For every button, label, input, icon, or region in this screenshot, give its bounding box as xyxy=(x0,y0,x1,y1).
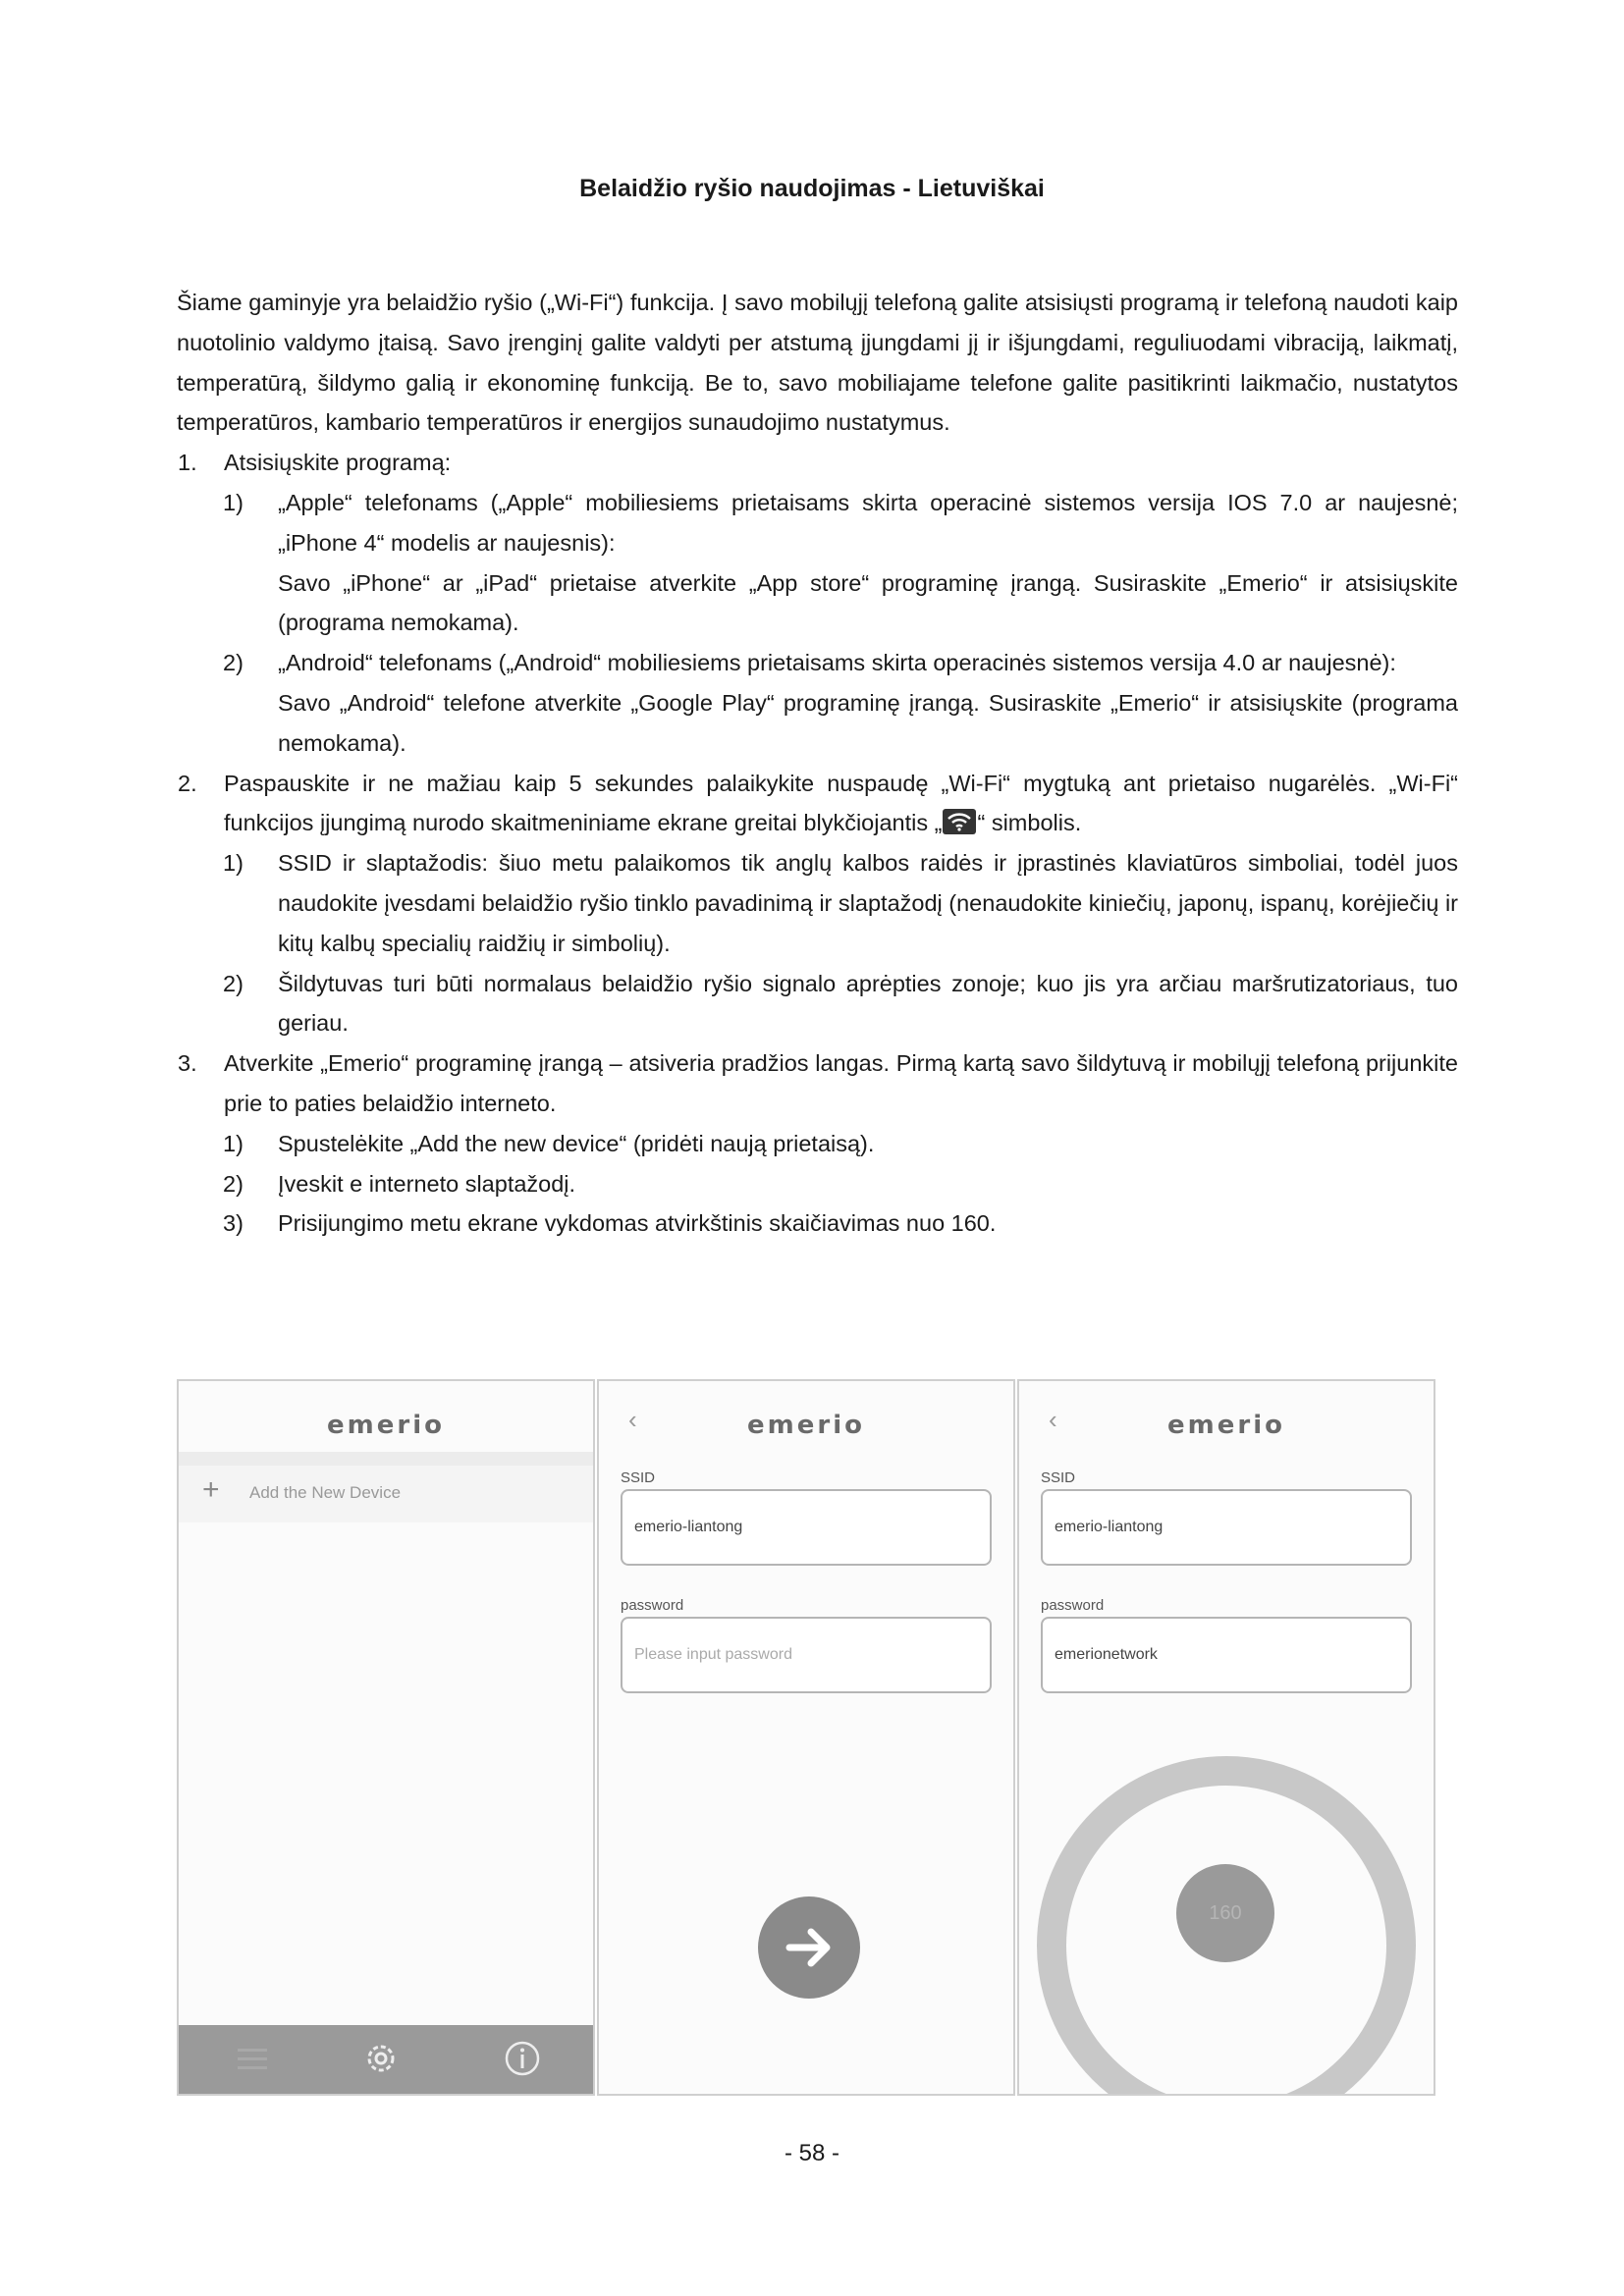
substep-text: Šildytuvas turi būti normalaus belaidžio ryšio signalo aprėpties zonoje; kuo jis yra arčiau maršrutizatoriaus, tuo geriau. xyxy=(278,970,1458,1037)
substep-3-2 xyxy=(177,1164,1458,1204)
add-device-row[interactable] xyxy=(179,1452,593,1522)
substep-number: 1) xyxy=(223,1130,244,1156)
substep-text: Spustelėkite „Add the new device“ (pridėti naują prietaisą). xyxy=(278,1130,875,1156)
page-title: Belaidžio ryšio naudojimas - Lietuviškai xyxy=(579,175,1045,202)
app-screenshots xyxy=(177,1379,1435,2096)
step-number: 2. xyxy=(178,770,197,796)
back-icon[interactable]: ‹ xyxy=(1049,1405,1057,1434)
substep-text: Prisijungimo metu ekrane vykdomas atvirkštinis skaičiavimas nuo 160. xyxy=(278,1210,997,1237)
step-3 xyxy=(177,1043,1458,1124)
password-label: password xyxy=(621,1597,684,1614)
substep-2-2 xyxy=(177,964,1458,1044)
step-1 xyxy=(177,443,1458,483)
back-icon[interactable]: ‹ xyxy=(628,1405,637,1434)
emerio-logo: emerio xyxy=(747,1411,865,1440)
substep-3-1 xyxy=(177,1124,1458,1164)
step-number: 3. xyxy=(178,1050,197,1077)
substep-text: SSID ir slaptažodis: šiuo metu palaikomos tik anglų kalbos raidės ir įprastinės klaviatūros simboliai, todėl juos naudokite įvesdami belaidžio ryšio tinklo pavadinimą ir slaptažodį (nenaudokite kiniečių, japonų, ispanų, korėjiečių ir kitų kalbų specialių raidžių ir simbolių). xyxy=(278,850,1458,956)
substep-number: 1) xyxy=(223,850,244,877)
menu-icon[interactable] xyxy=(236,2039,269,2083)
substep-text: Įveskit e interneto slaptažodį. xyxy=(278,1170,576,1197)
add-device-label: Add the New Device xyxy=(249,1483,402,1502)
substep-3-3 xyxy=(177,1203,1458,1244)
substep-number: 2) xyxy=(223,650,244,676)
substep-1-1 xyxy=(177,483,1458,563)
ssid-input[interactable] xyxy=(621,1489,992,1566)
substep-2-1 xyxy=(177,843,1458,963)
substep-1-1-continuation: Savo „iPhone“ ar „iPad“ prietaise atverkite „App store“ programinę įrangą. Susiraskite „Emerio“ ir atsisiųskite (programa nemokama). xyxy=(278,569,1458,636)
ssid-input[interactable] xyxy=(1041,1489,1412,1566)
step-text: Atverkite „Emerio“ programinę įrangą – atsiveria pradžios langas. Pirmą kartą savo šildytuvą ir mobilųjį telefoną prijunkite prie to paties belaidžio interneto. xyxy=(224,1050,1458,1116)
password-placeholder: Please input password xyxy=(634,1646,792,1663)
substep-1-2-continuation: Savo „Android“ telefone atverkite „Google Play“ programinę įrangą. Susiraskite „Emerio“ ir atsisiųskite (programa nemokama). xyxy=(278,689,1458,756)
substep-text: „Android“ telefonams („Android“ mobiliesiems prietaisams skirta operacinės sistemos versija 4.0 ar naujesnė): xyxy=(278,650,1396,676)
password-input[interactable] xyxy=(621,1617,992,1693)
step-text-b: “ simbolis. xyxy=(977,810,1082,836)
wifi-icon xyxy=(943,809,976,834)
step-number: 1. xyxy=(178,450,197,476)
password-input[interactable] xyxy=(1041,1617,1412,1693)
arrow-right-icon xyxy=(780,1918,839,1977)
password-label: password xyxy=(1041,1597,1105,1614)
screen-home xyxy=(177,1379,595,2096)
substep-text: „Apple“ telefonams („Apple“ mobiliesiems prietaisams skirta operacinė sistemos versija IOS 7.0 ar naujesnė; „iPhone 4“ modelis ar naujesnis): xyxy=(278,489,1458,556)
ssid-value: emerio-liantong xyxy=(1055,1519,1164,1535)
body-text xyxy=(177,283,1458,1244)
substep-1-2 xyxy=(177,643,1458,683)
step-text-a: Paspauskite ir ne mažiau kaip 5 sekundes palaikykite nuspaudę „Wi-Fi“ mygtuką ant prietaiso nugarėlės. „Wi-Fi“ funkcijos įjungimą nurodo skaitmeniniame ekrane greitai blykčiojantis „ xyxy=(224,770,1458,836)
screen-wifi-setup xyxy=(597,1379,1015,2096)
ssid-label: SSID xyxy=(621,1469,656,1486)
ssid-label: SSID xyxy=(1041,1469,1076,1486)
screen-connecting xyxy=(1017,1379,1435,2096)
substep-number: 3) xyxy=(223,1210,244,1237)
substep-number: 2) xyxy=(223,1170,244,1197)
substep-number: 1) xyxy=(223,489,244,515)
password-value: emerionetwork xyxy=(1055,1646,1158,1663)
intro-paragraph: Šiame gaminyje yra belaidžio ryšio („Wi-Fi“) funkcija. Į savo mobilųjį telefoną galite atsisiųsti programą ir telefoną naudoti kaip nuotolinio valdymo įtaisą. Savo įrenginį galite valdyti per atstumą įjungdami jį ir išjungdami, reguliuodami vibraciją, laikmatį, temperatūrą, šildymo galią ir ekonominę funkciją. Be to, savo mobiliajame telefone galite pasitikrinti laikmačio, nustatytos temperatūros, kambario temperatūros ir energijos sunaudojimo nustatymus. xyxy=(177,290,1458,436)
step-text: Atsisiųskite programą: xyxy=(224,450,452,476)
bottom-nav xyxy=(179,2025,593,2094)
gear-icon[interactable] xyxy=(361,2039,401,2083)
next-button[interactable] xyxy=(758,1896,860,1999)
page-number: - 58 - xyxy=(784,2140,839,2166)
substep-number: 2) xyxy=(223,970,244,996)
ssid-value: emerio-liantong xyxy=(634,1519,743,1535)
emerio-logo: emerio xyxy=(1167,1411,1285,1440)
emerio-logo: emerio xyxy=(327,1411,445,1440)
plus-icon: + xyxy=(202,1473,220,1506)
info-icon[interactable] xyxy=(503,2039,542,2083)
step-2 xyxy=(177,764,1458,844)
countdown-value: 160 xyxy=(1176,1864,1274,1962)
